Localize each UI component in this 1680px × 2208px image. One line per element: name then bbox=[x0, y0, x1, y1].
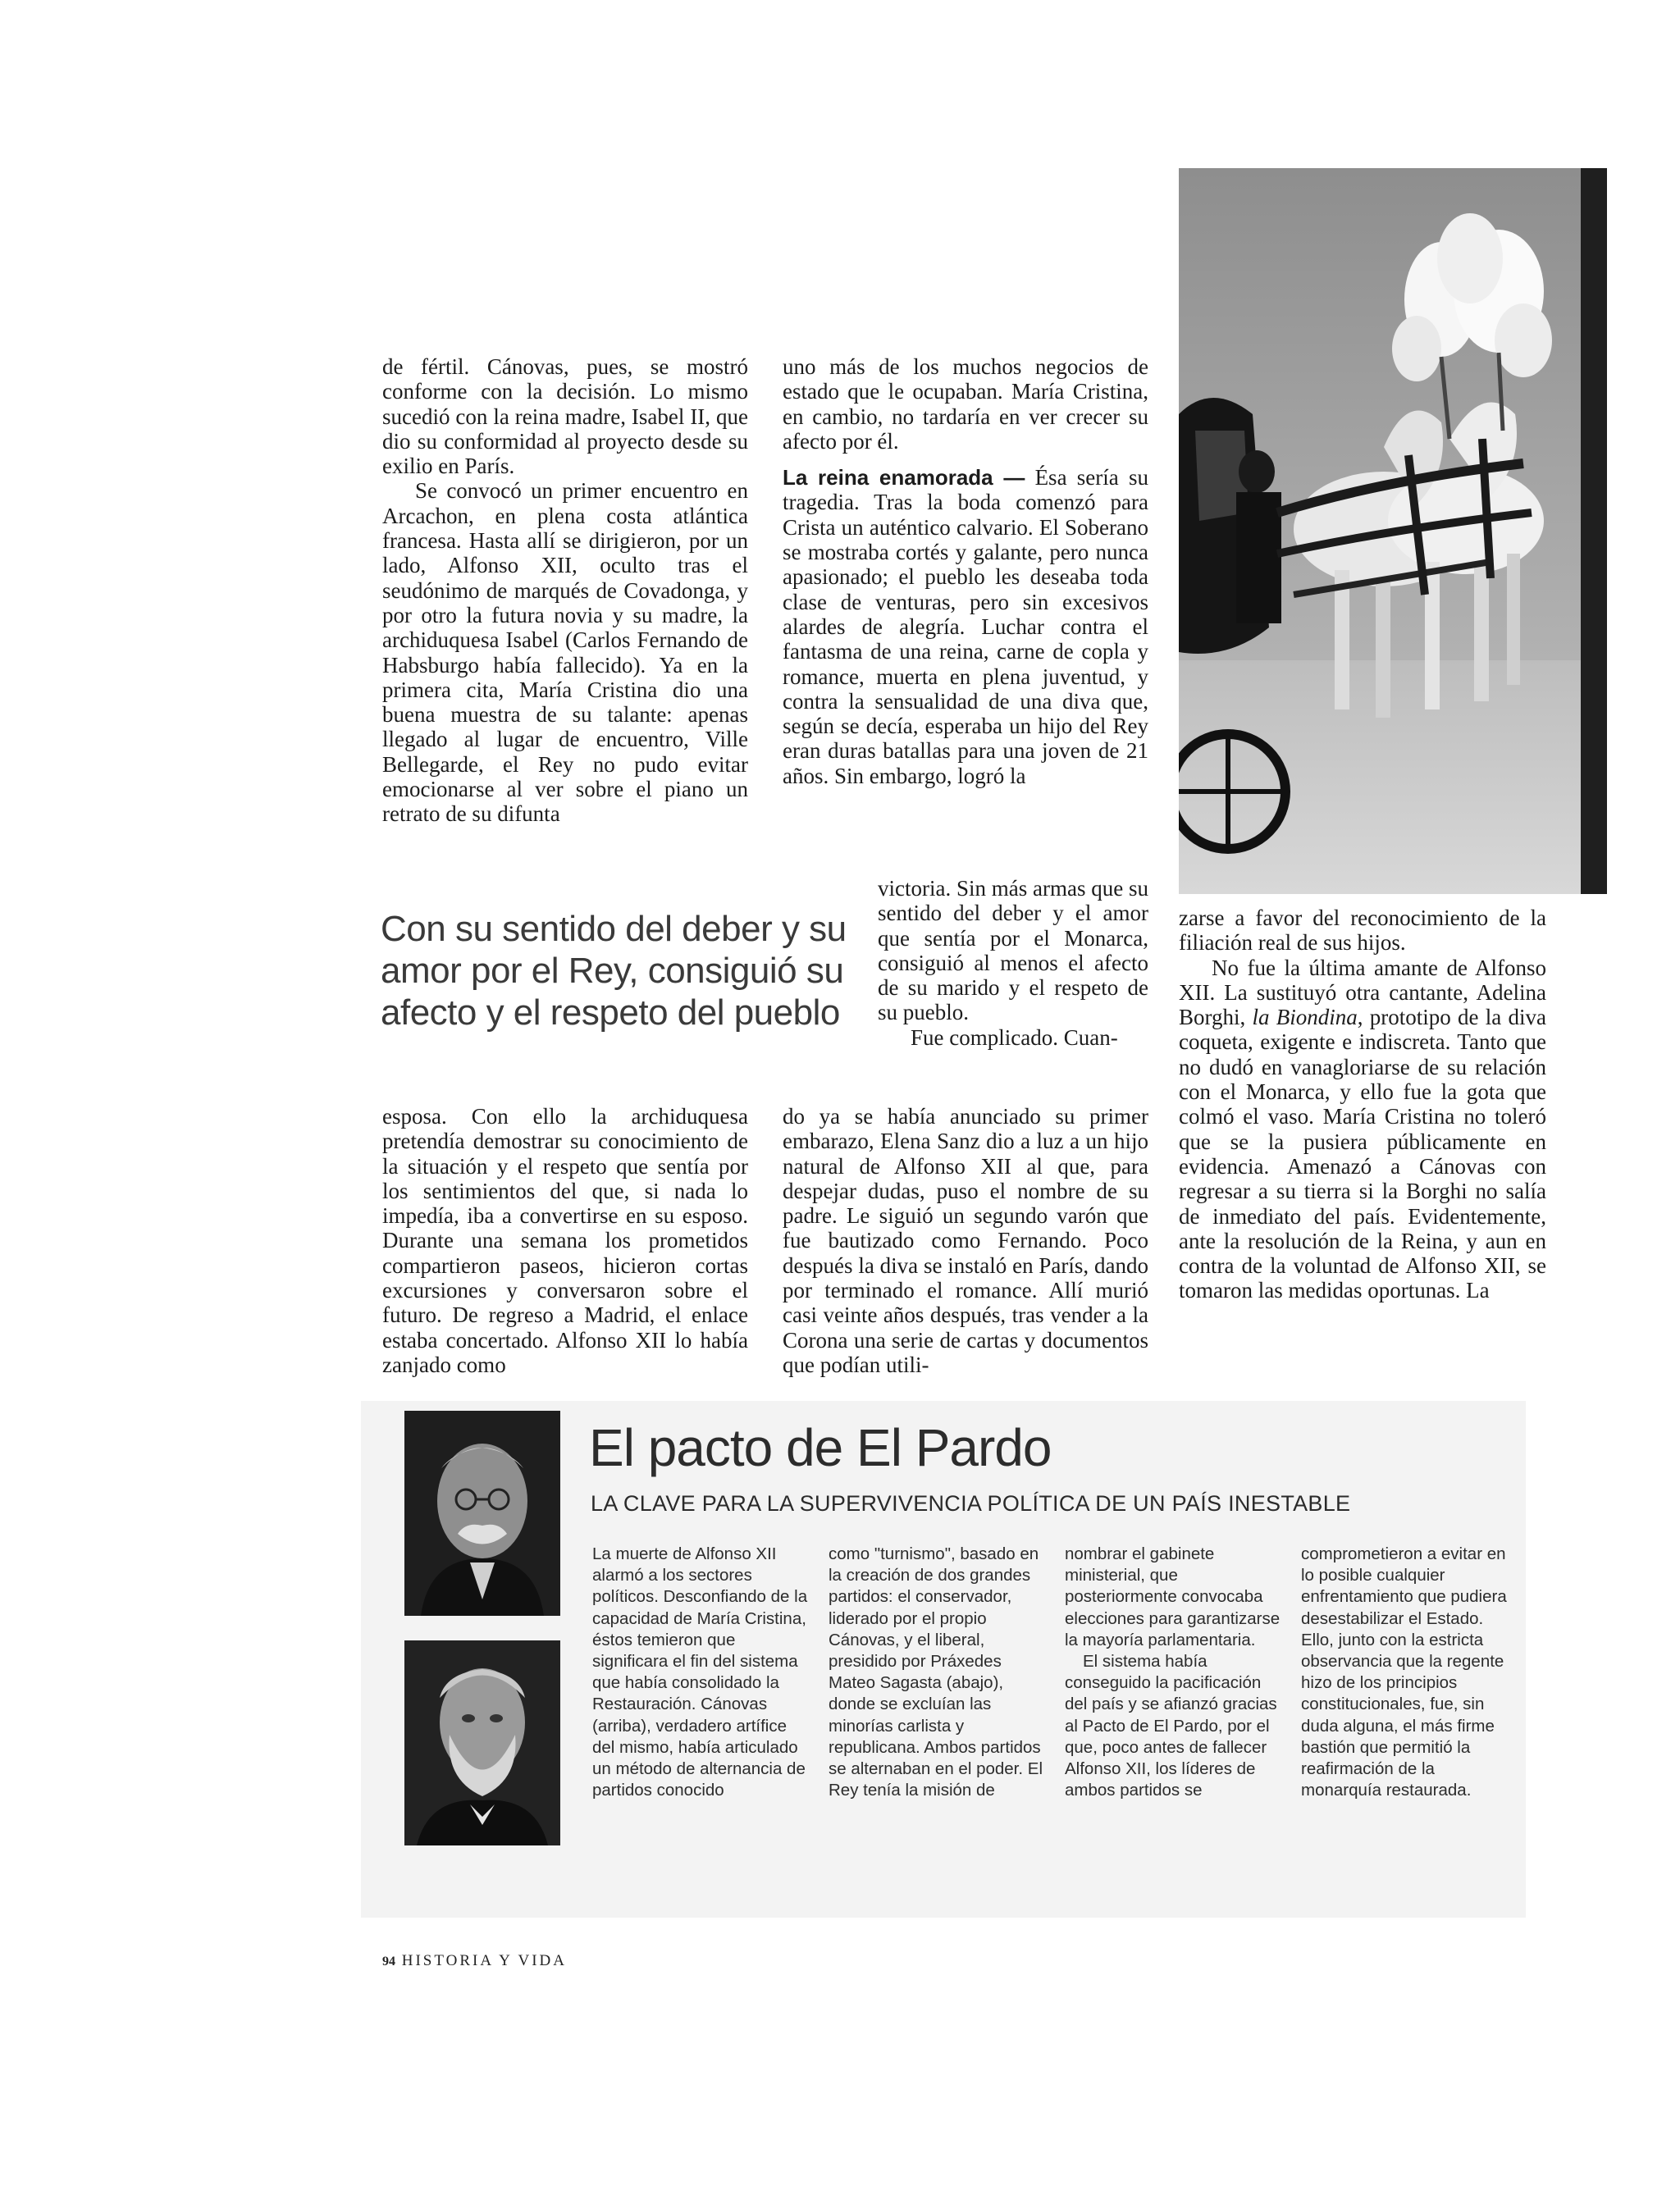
paragraph: de fértil. Cánovas, pues, se mostró conforme con la decisión. Lo mismo sucedió con la reina madre, Isabel II, que dio su conformidad al proyecto desde su exilio en París. bbox=[382, 354, 748, 479]
sidebar-column-4 bbox=[1301, 1544, 1518, 1801]
paragraph: Fue complicado. Cuan- bbox=[911, 1024, 1118, 1050]
article-column-2-narrow bbox=[878, 876, 1148, 1050]
article-column-3 bbox=[1179, 906, 1546, 1303]
section-paragraph bbox=[783, 465, 1148, 788]
article-column-1-bottom bbox=[382, 1104, 748, 1377]
pull-quote bbox=[381, 908, 865, 1033]
sidebar-paragraph: como "turnismo", basado en la creación de dos grandes partidos: el conservador, liderado por el propio Cánovas, y el liberal, presidido por Práxedes Mateo Sagasta (abajo), donde se excluían las minorías carlista y republicana. Ambos partidos se alternaban en el poder. El Rey tenía la misión de bbox=[829, 1544, 1043, 1800]
page-footer bbox=[382, 1952, 567, 1970]
sidebar-column-1 bbox=[592, 1544, 809, 1801]
sidebar-paragraph: comprometieron a evitar en lo posible cualquier enfrentamiento que pudiera desestabilizar el Estado. Ello, junto con la estricta observancia que la regente hizo de los principios constitucionales, fue, sin duda alguna, el más firme bastión que permitió la reafirmación de la monarquía restaurada. bbox=[1301, 1544, 1507, 1800]
sidebar-paragraph: El sistema había conseguido la pacificación del país y se afianzó gracias al Pacto de El Pardo, por el que, poco antes de fallecer Alfonso XII, los líderes de ambos partidos se bbox=[1065, 1652, 1277, 1800]
paragraph: do ya se había anunciado su primer embarazo, Elena Sanz dio a luz a un hijo natural de Alfonso XII al que, para despejar dudas, puso el nombre de su padre. Le siguió un segundo varón que fue bautizado como Fernando. Poco después la diva se instaló en París, dando por terminado el romance. Allí murió casi veinte años después, tras vender a la Corona una serie de cartas y documentos que podían utili- bbox=[783, 1104, 1148, 1377]
sidebar-subtitle: LA CLAVE PARA LA SUPERVIVENCIA POLÍTICA DE UN PAÍS INESTABLE bbox=[591, 1491, 1351, 1516]
sidebar-paragraph: La muerte de Alfonso XII alarmó a los sectores políticos. Desconfiando de la capacidad de María Cristina, éstos temieron que significara el fin del sistema que había consolidado la Restauración. Cánovas (arriba), verdadero artífice del mismo, había articulado un método de alternancia de partidos conocido bbox=[592, 1544, 808, 1800]
pull-quote-text: Con su sentido del deber y su amor por el Rey, consiguió su afecto y el respeto del pueblo bbox=[381, 909, 847, 1033]
article-column-2-top bbox=[783, 354, 1148, 788]
paragraph: Se convocó un primer encuentro en Arcachon, en plena costa atlántica francesa. Hasta allí se dirigieron, por un lado, Alfonso XII, oculto tras el seudónimo de marqués de Covadonga, y por otro la futura novia y su madre, la archiduquesa Isabel (Carlos Fernando de Habsburgo había fallecido). Ya en la primera cita, María Cristina dio una buena muestra de su talante: apenas llegado al lugar de encuentro, Ville Bellegarde, el Rey no pudo evitar emocionarse al ver sobre el piano un retrato de su difunta bbox=[382, 478, 748, 827]
paragraph: uno más de los muchos negocios de estado que le ocupaban. María Cristina, en cambio, no tardaría en ver crecer su afecto por él. bbox=[783, 354, 1148, 454]
magazine-name: HISTORIA Y VIDA bbox=[401, 1952, 567, 1969]
article-column-2-bottom bbox=[783, 1104, 1148, 1377]
sidebar-column-3 bbox=[1065, 1544, 1281, 1801]
section-text: Ésa sería su tragedia. Tras la boda comenzó para Crista un auténtico calvario. El Soberano se mostraba cortés y galante, pero nunca apasionado; el pueblo les deseaba toda clase de venturas, pero sin excesivos alardes de alegría. Luchar contra el fantasma de una reina, carne de copla y romance, muerta en plena juventud, y contra la sensualidad de una diva que, según se decía, esperaba un hijo del Rey eran duras batallas para una joven de 21 años. Sin embargo, logró la bbox=[783, 465, 1148, 788]
article-column-1-top bbox=[382, 354, 748, 827]
sidebar-paragraph: nombrar el gabinete ministerial, que posteriormente convocaba elecciones para garantizarse la mayoría parlamentaria. bbox=[1065, 1544, 1281, 1649]
portrait-sagasta bbox=[404, 1640, 560, 1845]
portrait-canovas bbox=[404, 1411, 560, 1616]
carriage-photo bbox=[1179, 168, 1607, 894]
sidebar-column-2 bbox=[829, 1544, 1045, 1801]
page-number: 94 bbox=[382, 1955, 395, 1968]
text-run: No fue la última amante de Alfonso XII. La sustituyó otra cantante, Adelina Borghi, bbox=[1179, 955, 1546, 1030]
section-subhead: La reina enamorada — bbox=[783, 465, 1025, 490]
text-run: , prototipo de la diva coqueta, exigente e indiscreta. Tanto que no dudó en vanagloriarse de su relación con el Monarca, y ello fue la gota que colmó el vaso. María Cristina no toleró que se la pusiera públicamente en evidencia. Amenazó a Cánovas con regresar a su tierra si la Borghi no salía de inmediato del país. Evidentemente, ante la resolución de la Reina, y aun en contra de la voluntad de Alfonso XII, se tomaron las medidas oportunas. La bbox=[1179, 1005, 1547, 1303]
sidebar-title: El pacto de El Pardo bbox=[589, 1418, 1052, 1477]
paragraph bbox=[1179, 956, 1546, 1303]
italic-text-run: la Biondina bbox=[1252, 1005, 1358, 1030]
paragraph: esposa. Con ello la archiduquesa pretendía demostrar su conocimiento de la situación y el respeto que sentía por los sentimientos del que, si nada lo impedía, iba a convertirse en su esposo. Durante una semana los prometidos compartieron paseos, hicieron cortas excursiones y conversaron sobre el futuro. De regreso a Madrid, el enlace estaba concertado. Alfonso XII lo había zanjado como bbox=[382, 1104, 748, 1377]
paragraph: victoria. Sin más armas que su sentido del deber y el amor que sentía por el Monarca, consiguió al menos el afecto de su marido y el respeto de su pueblo. bbox=[878, 876, 1148, 1025]
paragraph: zarse a favor del reconocimiento de la filiación real de sus hijos. bbox=[1179, 906, 1546, 956]
